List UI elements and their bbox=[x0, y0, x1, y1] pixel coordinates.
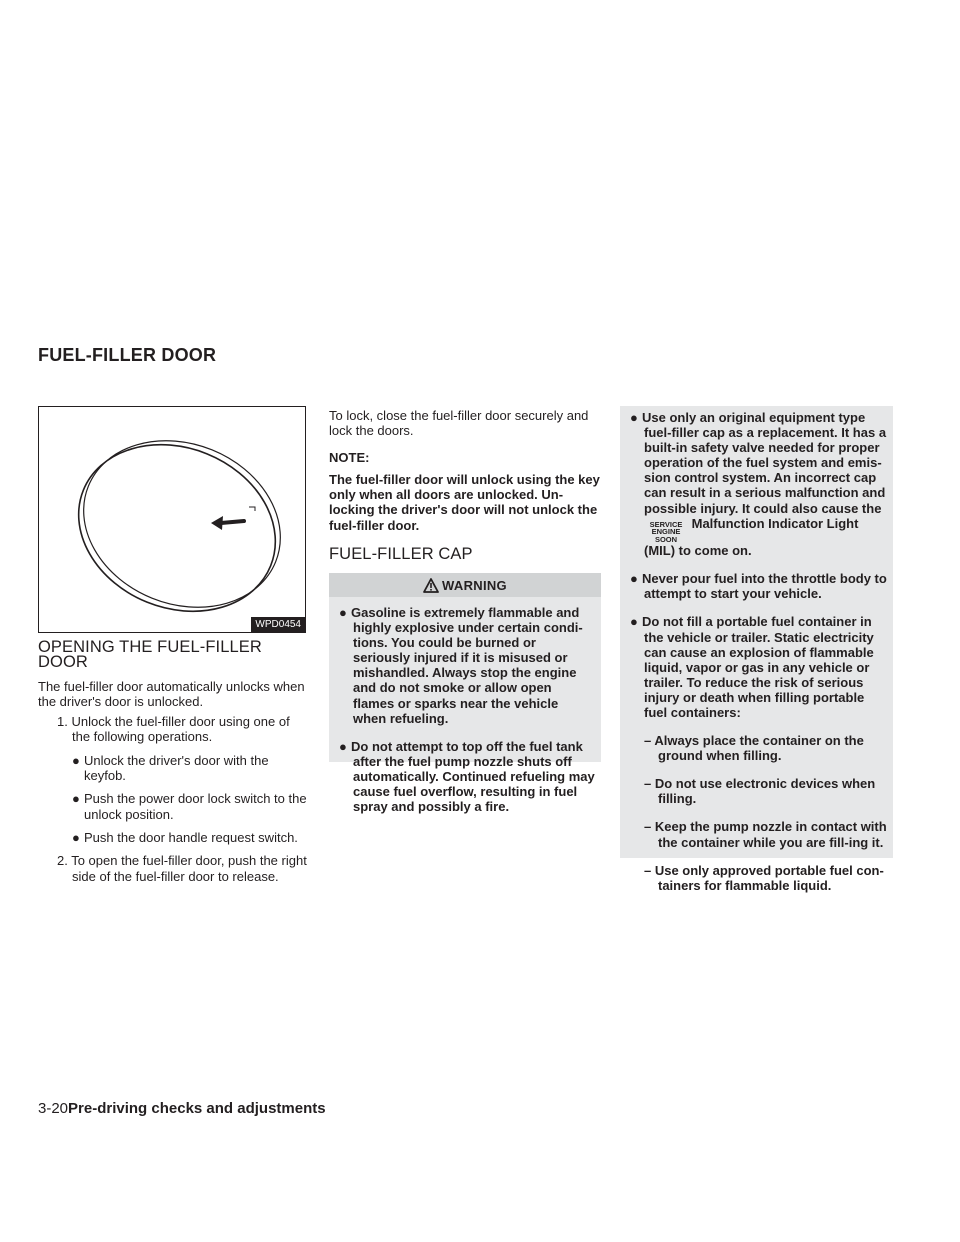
fuel-filler-door-figure bbox=[38, 406, 306, 633]
bullet-icon: ● bbox=[72, 829, 80, 845]
warning-subitem: – Do not use electronic devices when filling. bbox=[644, 776, 876, 807]
bullet-item: ● Push the power door lock switch to the unlock position. bbox=[72, 791, 307, 822]
warning-subitem: – Use only approved portable fuel con-tainers for flammable liquid. bbox=[644, 862, 884, 893]
middle-column bbox=[329, 408, 601, 562]
warning-item: ● Use only an original equipment type fuel-filler cap as a replacement. It has a built-in safety valve needed for proper operation of the fuel system and emis-sion control system. An incorrect cap can result in a serious malfunction and possible injury. It could also cause the SERVICE ENGINE SOON Malfunction Indicator Light (MIL) to come on. bbox=[630, 410, 887, 559]
warning-item: ● Do not attempt to top off the fuel tank after the fuel pump nozzle shuts off automatically. Continued refueling may cause fuel overflow, resulting in fuel spray and possibly a fire. bbox=[339, 738, 595, 815]
warning-box bbox=[329, 573, 601, 815]
bullet-icon: ● bbox=[630, 614, 638, 630]
warning-item: ● Do not fill a portable fuel container in the vehicle or trailer. Static electricity can cause an explosion of flammable liquid, vapor or gas in any vehicle or trailer. To reduce the risk of serious injury or death when filling portable fuel containers: bbox=[630, 614, 874, 720]
note-text: The fuel-filler door will unlock using the key only when all doors are unlocked. Un-locking the driver's door will not unlock the fuel-filler door. bbox=[329, 471, 600, 533]
note-label: NOTE: bbox=[329, 449, 370, 465]
fuel-cap-heading: FUEL-FILLER CAP bbox=[329, 545, 473, 564]
warning-box-continued bbox=[620, 406, 893, 893]
opening-heading: OPENING THE FUEL-FILLER DOOR bbox=[38, 638, 262, 672]
left-column bbox=[38, 640, 308, 884]
warning-label: WARNING bbox=[442, 577, 507, 593]
fuel-door-illustration bbox=[39, 407, 305, 632]
warning-triangle-icon bbox=[423, 578, 439, 593]
page-number: 3-20 bbox=[38, 1100, 69, 1117]
figure-id-label: WPD0454 bbox=[251, 617, 305, 632]
warning-header bbox=[329, 573, 601, 597]
lock-paragraph: To lock, close the fuel-filler door securely and lock the doors. bbox=[329, 408, 589, 439]
bullet-icon: ● bbox=[339, 605, 347, 620]
step-1: 1. Unlock the fuel-filler door using one of the following operations. bbox=[57, 714, 290, 745]
bullet-item: ● Push the door handle request switch. bbox=[72, 829, 298, 845]
warning-item: ● Never pour fuel into the throttle body to attempt to start your vehicle. bbox=[630, 571, 887, 602]
page-footer bbox=[38, 1100, 326, 1117]
warning-subitem: – Keep the pump nozzle in contact with the container while you are fill-ing it. bbox=[644, 819, 887, 850]
warning-item: ● Gasoline is extremely flammable and highly explosive under certain condi-tions. You could be burned or seriously injured if it is misused or mishandled. Always stop the engine and do not smoke or allow open flames or sparks near the vehicle when refueling. bbox=[339, 605, 583, 726]
warning-subitem: – Always place the container on the ground when filling. bbox=[644, 733, 864, 764]
bullet-icon: ● bbox=[72, 752, 80, 768]
intro-paragraph: The fuel-filler door automatically unlocks when the driver's door is unlocked. bbox=[38, 678, 305, 709]
bullet-icon: ● bbox=[72, 791, 80, 807]
bullet-icon: ● bbox=[630, 410, 638, 425]
bullet-icon: ● bbox=[630, 571, 638, 587]
service-engine-soon-icon: SERVICE ENGINE SOON bbox=[649, 519, 683, 544]
section-title: FUEL-FILLER DOOR bbox=[38, 345, 217, 365]
bullet-item: ● Unlock the driver's door with the keyfob. bbox=[72, 752, 269, 784]
step-2: 2. To open the fuel-filler door, push the right side of the fuel-filler door to release. bbox=[57, 853, 307, 884]
bullet-icon: ● bbox=[339, 738, 347, 754]
chapter-title: Pre-driving checks and adjustments bbox=[68, 1100, 326, 1117]
